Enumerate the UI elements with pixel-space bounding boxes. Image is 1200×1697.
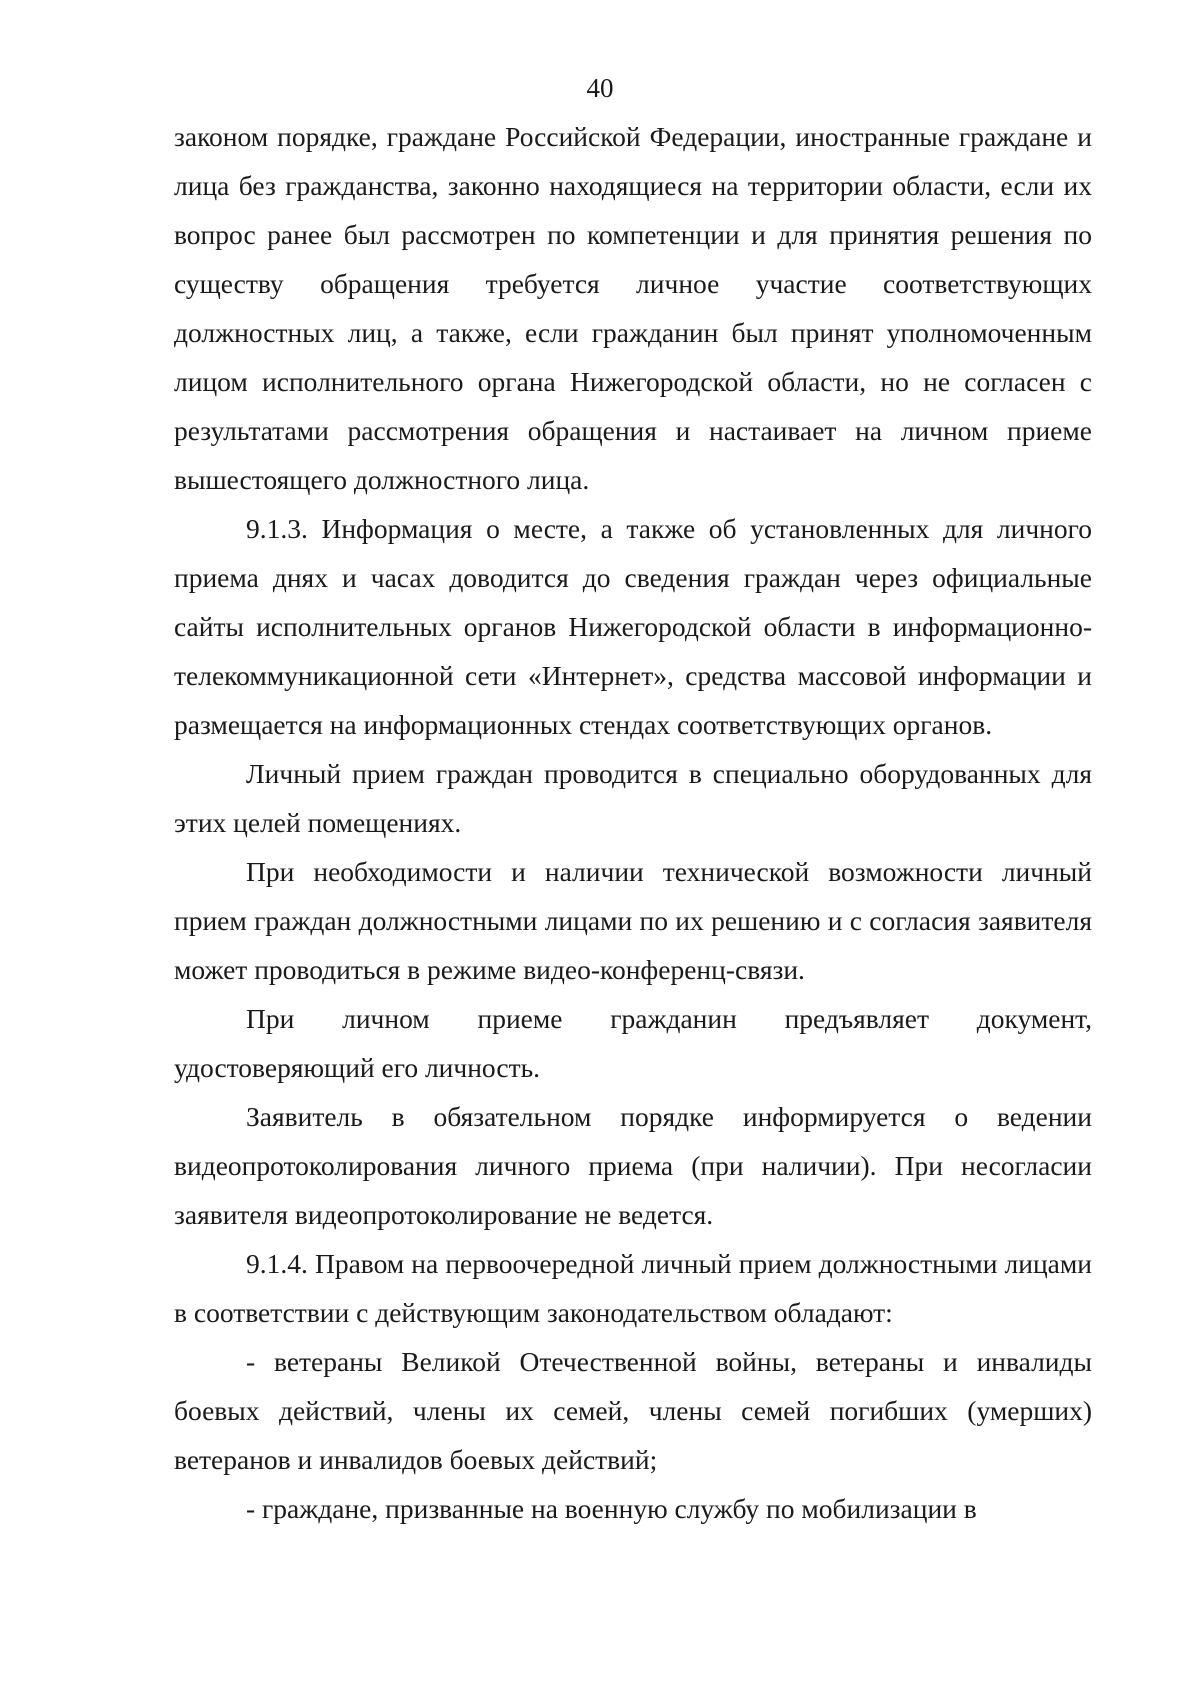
document-body [174,112,1092,1533]
paragraph-video-recording: Заявитель в обязательном порядке информируется о ведении видеопротоколирования личного приема (при наличии). При несогласии заявителя видеопротоколирование не ведется. [174,1101,1092,1230]
paragraph-9-1-4: 9.1.4. Правом на первоочередной личный прием должностными лицами в соответствии с действующим законодательством обладают: [174,1248,1092,1328]
paragraph-video-conference: При необходимости и наличии технической возможности личный прием граждан должностными лицами по их решению и с согласия заявителя может проводиться в режиме видео-конференц-связи. [174,856,1092,985]
list-item-veterans: - ветераны Великой Отечественной войны, ветераны и инвалиды боевых действий, члены их семей, члены семей погибших (умерших) ветеранов и инвалидов боевых действий; [174,1346,1092,1475]
paragraph-identity-document: При личном приеме гражданин предъявляет документ, удостоверяющий его личность. [174,1003,1092,1083]
paragraph-9-1-3: 9.1.3. Информация о месте, а также об установленных для личного приема днях и часах доводится до сведения граждан через официальные сайты исполнительных органов Нижегородской области в информационно-телекоммуникационной сети «Интернет», средства массовой информации и размещается на информационных стендах соответствующих органов. [174,513,1092,740]
paragraph-continuation: законом порядке, граждане Российской Федерации, иностранные граждане и лица без гражданства, законно находящиеся на территории области, если их вопрос ранее был рассмотрен по компетенции и для принятия решения по существу обращения требуется личное участие соответствующих должностных лиц, а также, если гражданин был принят уполномоченным лицом исполнительного органа Нижегородской области, но не согласен с результатами рассмотрения обращения и настаивает на личном приеме вышестоящего должностного лица. [174,121,1092,495]
page-number: 40 [586,73,614,103]
list-item-mobilized-citizens: - граждане, призванные на военную службу по мобилизации в [246,1493,977,1524]
paragraph-personal-reception: Личный прием граждан проводится в специально оборудованных для этих целей помещениях. [174,758,1092,838]
